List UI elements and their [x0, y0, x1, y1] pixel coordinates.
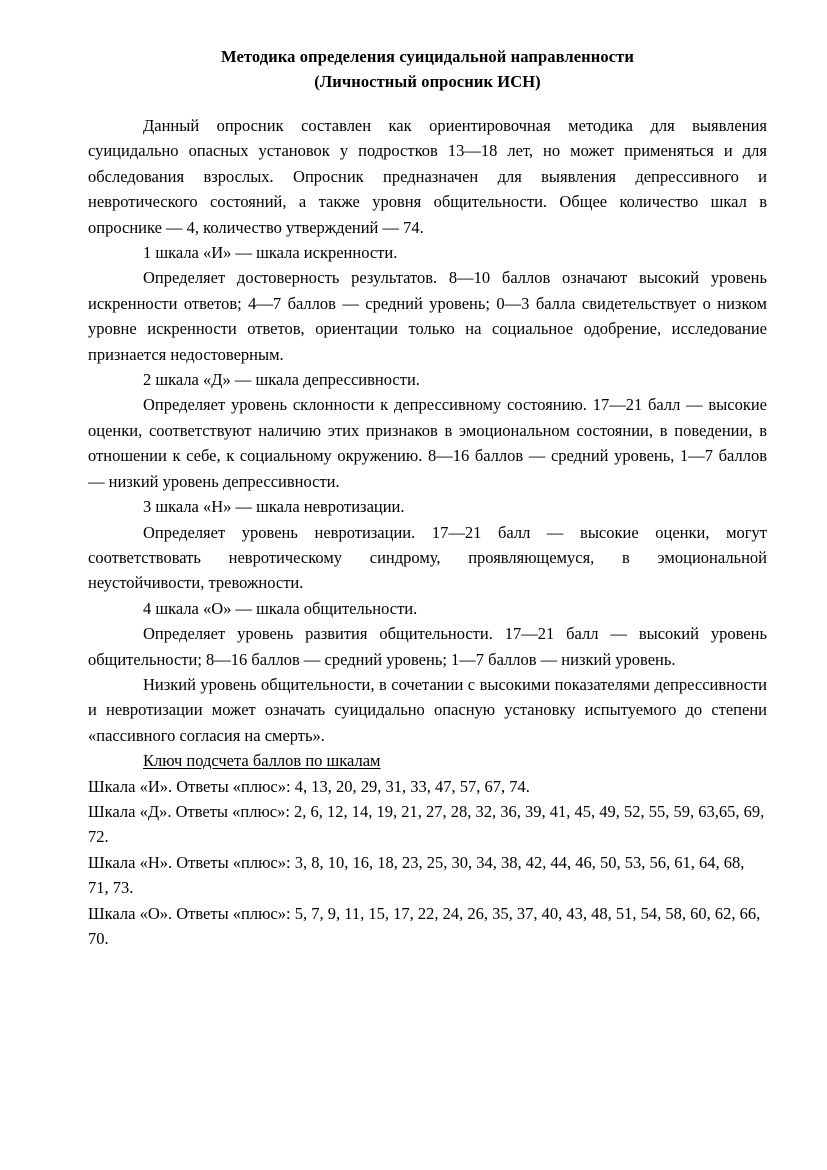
- scale-description-neuroticism: Определяет уровень невротизации. 17—21 балл — высокие оценки, могут соответствовать невротическому синдрому, проявляющемуся, в эмоциональной неустойчивости, тревожности.: [88, 522, 767, 593]
- key-row-depressiveness: Шкала «Д». Ответы «плюс»: 2, 6, 12, 14, 19, 21, 27, 28, 32, 36, 39, 41, 45, 49, 52, 55, 59, 63,65, 69, 72.: [88, 801, 765, 847]
- page-title-line-2: (Личностный опросник ИСН): [314, 72, 541, 91]
- scale-description-depressiveness: Определяет уровень склонности к депрессивному состоянию. 17—21 балл — высокие оценки, соответствуют наличию этих признаков в эмоциональном состоянии, в поведении, в отношении к себе, к социальному окружению. 8—16 баллов — средний уровень, 1—7 баллов — низкий уровень депрессивности.: [88, 395, 767, 491]
- key-row-neuroticism: Шкала «Н». Ответы «плюс»: 3, 8, 10, 16, 18, 23, 25, 30, 34, 38, 42, 44, 46, 50, 53, 56, 61, 64, 68, 71, 73.: [88, 852, 745, 898]
- scale-heading-depressiveness: 2 шкала «Д» — шкала депрессивности.: [143, 370, 420, 390]
- key-section-heading-text: Ключ подсчета баллов по шкалам: [143, 751, 381, 771]
- scale-heading-sociability: 4 шкала «О» — шкала общительности.: [143, 598, 418, 618]
- key-row-sociability: Шкала «О». Ответы «плюс»: 5, 7, 9, 11, 15, 17, 22, 24, 26, 35, 37, 40, 43, 48, 51, 54, 58, 60, 62, 66, 70.: [88, 903, 761, 948]
- scale-description-sincerity: Определяет достоверность результатов. 8—10 баллов означают высокий уровень искренности ответов; 4—7 баллов — средний уровень; 0—3 балла свидетельствует о низком уровне искренности ответов, ориентации только на социальное одобрение, исследование признается недостоверным.: [88, 268, 767, 364]
- page-title: [88, 44, 767, 94]
- intro-paragraph: Данный опросник составлен как ориентировочная методика для выявления суицидально опасных установок у подростков 13—18 лет, но может применяться и для обследования взрослых. Опросник предназначен для выявления депрессивного и невротического состояний, а также уровня общительности. Общее количество шкал в опроснике — 4, количество утверждений — 74.: [88, 116, 767, 237]
- scale-heading-sincerity: 1 шкала «И» — шкала искренности.: [143, 243, 398, 263]
- conclusion-paragraph: Низкий уровень общительности, в сочетании с высокими показателями депрессивности и невротизации может означать суицидально опасную установку испытуемого до степени «пассивного согласия на смерть».: [88, 674, 767, 745]
- key-section-heading: [88, 748, 767, 773]
- key-row-sincerity: Шкала «И». Ответы «плюс»: 4, 13, 20, 29, 31, 33, 47, 57, 67, 74.: [88, 776, 530, 796]
- document-content: [88, 44, 767, 951]
- scale-heading-neuroticism: 3 шкала «Н» — шкала невротизации.: [143, 497, 405, 517]
- page-title-line-1: Методика определения суицидальной направленности: [221, 47, 634, 66]
- scale-description-sociability: Определяет уровень развития общительности. 17—21 балл — высокий уровень общительности; 8—16 баллов — средний уровень; 1—7 баллов — низкий уровень.: [88, 624, 767, 669]
